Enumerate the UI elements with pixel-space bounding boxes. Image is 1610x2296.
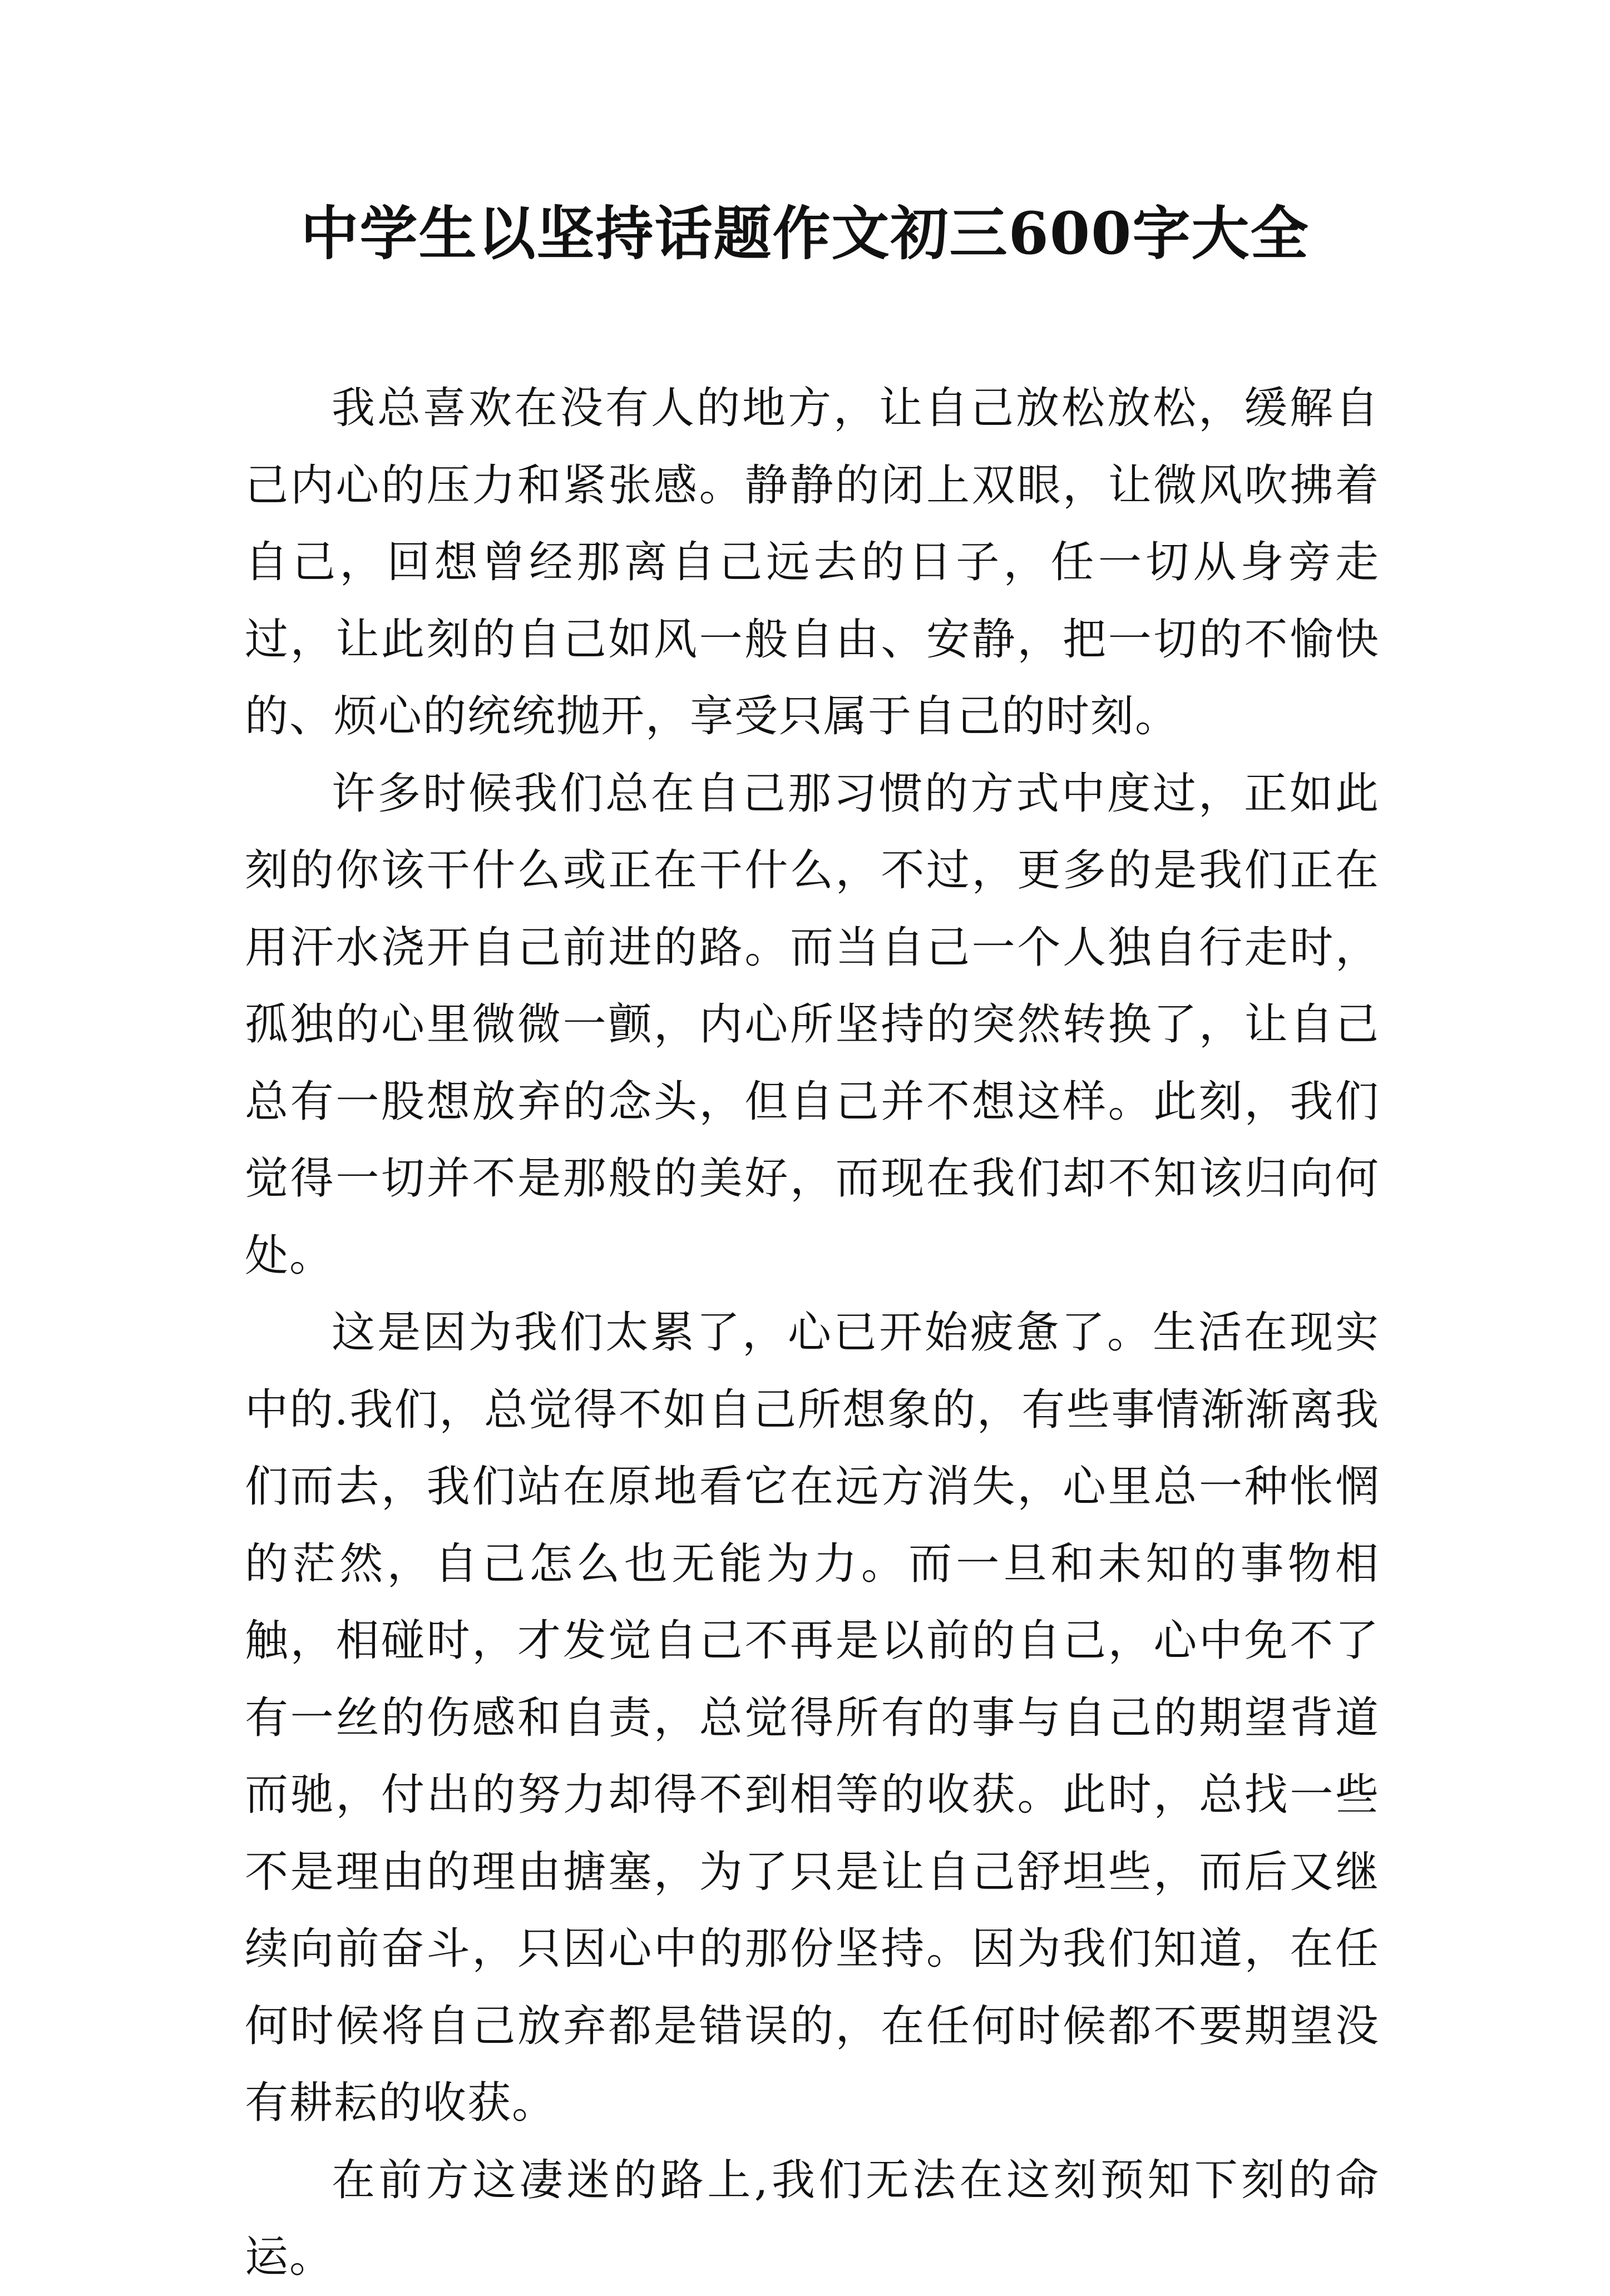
document-title: 中学生以坚持话题作文初三600字大全 bbox=[300, 199, 1310, 268]
paragraph-2: 许多时候我们总在自己那习惯的方式中度过，正如此刻的你该干什么或正在干什么，不过，更多的是我们正在用汗水浇开自己前进的路。而当自己一个人独自行走时，孤独的心里微微一颤，内心所坚持的突然转换了，让自己总有一股想放弃的念头，但自己并不想这样。此刻，我们觉得一切并不是那般的美好，而现在我们却不知该归向何处。 bbox=[245, 768, 1380, 1281]
document-body bbox=[245, 370, 1380, 2296]
paragraph-4: 在前方这凄迷的路上,我们无法在这刻预知下刻的命运。 bbox=[245, 2155, 1380, 2282]
paragraph-1: 我总喜欢在没有人的地方，让自己放松放松，缓解自己内心的压力和紧张感。静静的闭上双眼，让微风吹拂着自己，回想曾经那离自己远去的日子，任一切从身旁走过，让此刻的自己如风一般自由、安静，把一切的不愉快的、烦心的统统抛开，享受只属于自己的时刻。 bbox=[245, 383, 1380, 741]
paragraph-3: 这是因为我们太累了，心已开始疲惫了。生活在现实中的.我们，总觉得不如自己所想象的，有些事情渐渐离我们而去，我们站在原地看它在远方消失，心里总一种怅惘的茫然，自己怎么也无能为力。而一旦和未知的事物相触，相碰时，才发觉自己不再是以前的自己，心中免不了有一丝的伤感和自责，总觉得所有的事与自己的期望背道而驰，付出的努力却得不到相等的收获。此时，总找一些不是理由的理由搪塞，为了只是让自己舒坦些，而后又继续向前奋斗，只因心中的那份坚持。因为我们知道，在任何时候将自己放弃都是错误的，在任何时候都不要期望没有耕耘的收获。 bbox=[245, 1308, 1380, 2128]
